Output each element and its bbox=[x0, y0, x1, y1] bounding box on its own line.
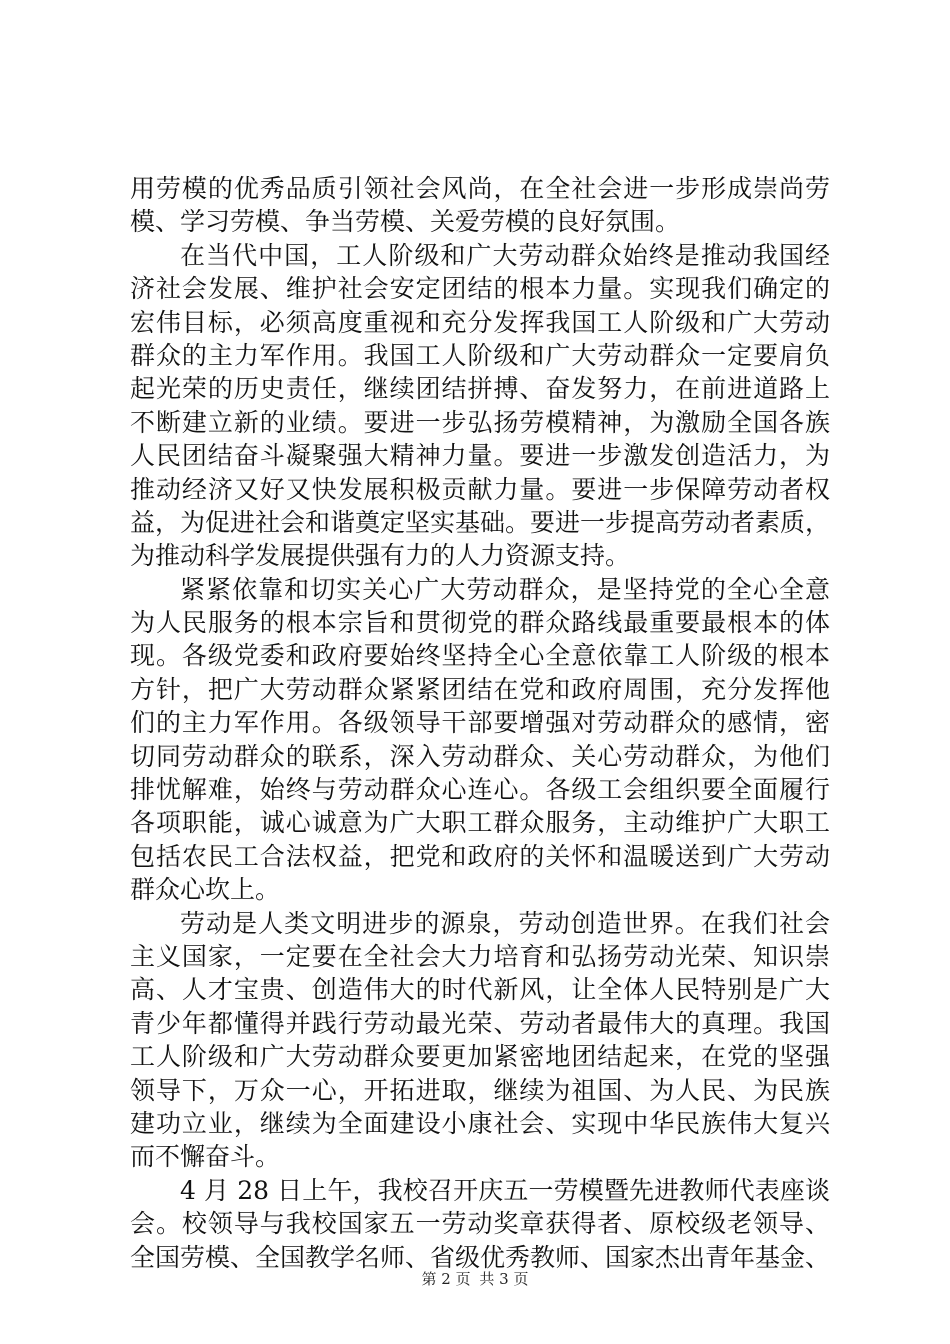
text-line: 各项职能，诚心诚意为广大职工群众服务，主动维护广大职工 bbox=[130, 808, 830, 838]
text-line: 为推动科学发展提供强有力的人力资源支持。 bbox=[130, 541, 631, 571]
text-line: 方针，把广大劳动群众紧紧团结在党和政府周围，充分发挥他 bbox=[130, 674, 830, 704]
text-line: 切同劳动群众的联系，深入劳动群众、关心劳动群众，为他们 bbox=[130, 741, 830, 771]
text-line: 建功立业，继续为全面建设小康社会、实现中华民族伟大复兴 bbox=[130, 1108, 830, 1138]
text-line: 包括农民工合法权益，把党和政府的关怀和温暖送到广大劳动 bbox=[130, 841, 830, 871]
text-line: 用劳模的优秀品质引领社会风尚，在全社会进一步形成崇尚劳 bbox=[130, 174, 830, 203]
text-line: 济社会发展、维护社会安定团结的根本力量。实现我们确定的 bbox=[130, 274, 830, 304]
page-number: 第 2 页 bbox=[421, 1270, 471, 1288]
text-line: 高、人才宝贵、创造伟大的时代新风，让全体人民特别是广大 bbox=[130, 975, 830, 1005]
document-body bbox=[130, 172, 830, 1274]
text-line: 人民团结奋斗凝聚强大精神力量。要进一步激发创造活力，为 bbox=[130, 441, 830, 471]
text-line: 不断建立新的业绩。要进一步弘扬劳模精神，为激励全国各族 bbox=[130, 407, 830, 437]
text-line: 群众心坎上。 bbox=[130, 875, 281, 905]
text-line: 工人阶级和广大劳动群众要更加紧密地团结起来，在党的坚强 bbox=[130, 1042, 830, 1072]
text-line: 在当代中国，工人阶级和广大劳动群众始终是推动我国经 bbox=[180, 240, 830, 270]
text-line: 益，为促进社会和谐奠定坚实基础。要进一步提高劳动者素质， bbox=[130, 507, 831, 537]
text-line: 青少年都懂得并践行劳动最光荣、劳动者最伟大的真理。我国 bbox=[130, 1008, 830, 1038]
text-line: 推动经济又好又快发展积极贡献力量。要进一步保障劳动者权 bbox=[130, 474, 830, 504]
text-line: 为人民服务的根本宗旨和贯彻党的群众路线最重要最根本的体 bbox=[130, 608, 830, 638]
text-line: 紧紧依靠和切实关心广大劳动群众，是坚持党的全心全意 bbox=[180, 574, 830, 604]
text-line: 而不懈奋斗。 bbox=[130, 1142, 281, 1172]
text-line: 全国劳模、全国教学名师、省级优秀教师、国家杰出青年基金、 bbox=[130, 1242, 831, 1272]
page-total: 共 3 页 bbox=[479, 1270, 529, 1288]
text-line: 4 月 28 日上午，我校召开庆五一劳模暨先进教师代表座谈 bbox=[180, 1175, 830, 1205]
text-line: 领导下，万众一心，开拓进取，继续为祖国、为人民、为民族 bbox=[130, 1075, 830, 1105]
text-line: 群众的主力军作用。我国工人阶级和广大劳动群众一定要肩负 bbox=[130, 340, 830, 370]
text-line: 模、学习劳模、争当劳模、关爱劳模的良好氛围。 bbox=[130, 207, 681, 237]
text-line: 劳动是人类文明进步的源泉，劳动创造世界。在我们社会 bbox=[180, 908, 830, 938]
text-line: 现。各级党委和政府要始终坚持全心全意依靠工人阶级的根本 bbox=[130, 641, 830, 671]
text-line: 宏伟目标，必须高度重视和充分发挥我国工人阶级和广大劳动 bbox=[130, 307, 830, 337]
page-footer bbox=[0, 1268, 950, 1289]
text-line: 排忧解难，始终与劳动群众心连心。各级工会组织要全面履行 bbox=[130, 775, 830, 805]
text-line: 主义国家，一定要在全社会大力培育和弘扬劳动光荣、知识崇 bbox=[130, 941, 830, 971]
text-line: 们的主力军作用。各级领导干部要增强对劳动群众的感情，密 bbox=[130, 708, 830, 738]
text-line: 起光荣的历史责任，继续团结拼搏、奋发努力，在前进道路上 bbox=[130, 374, 830, 404]
text-line: 会。校领导与我校国家五一劳动奖章获得者、原校级老领导、 bbox=[130, 1209, 830, 1239]
